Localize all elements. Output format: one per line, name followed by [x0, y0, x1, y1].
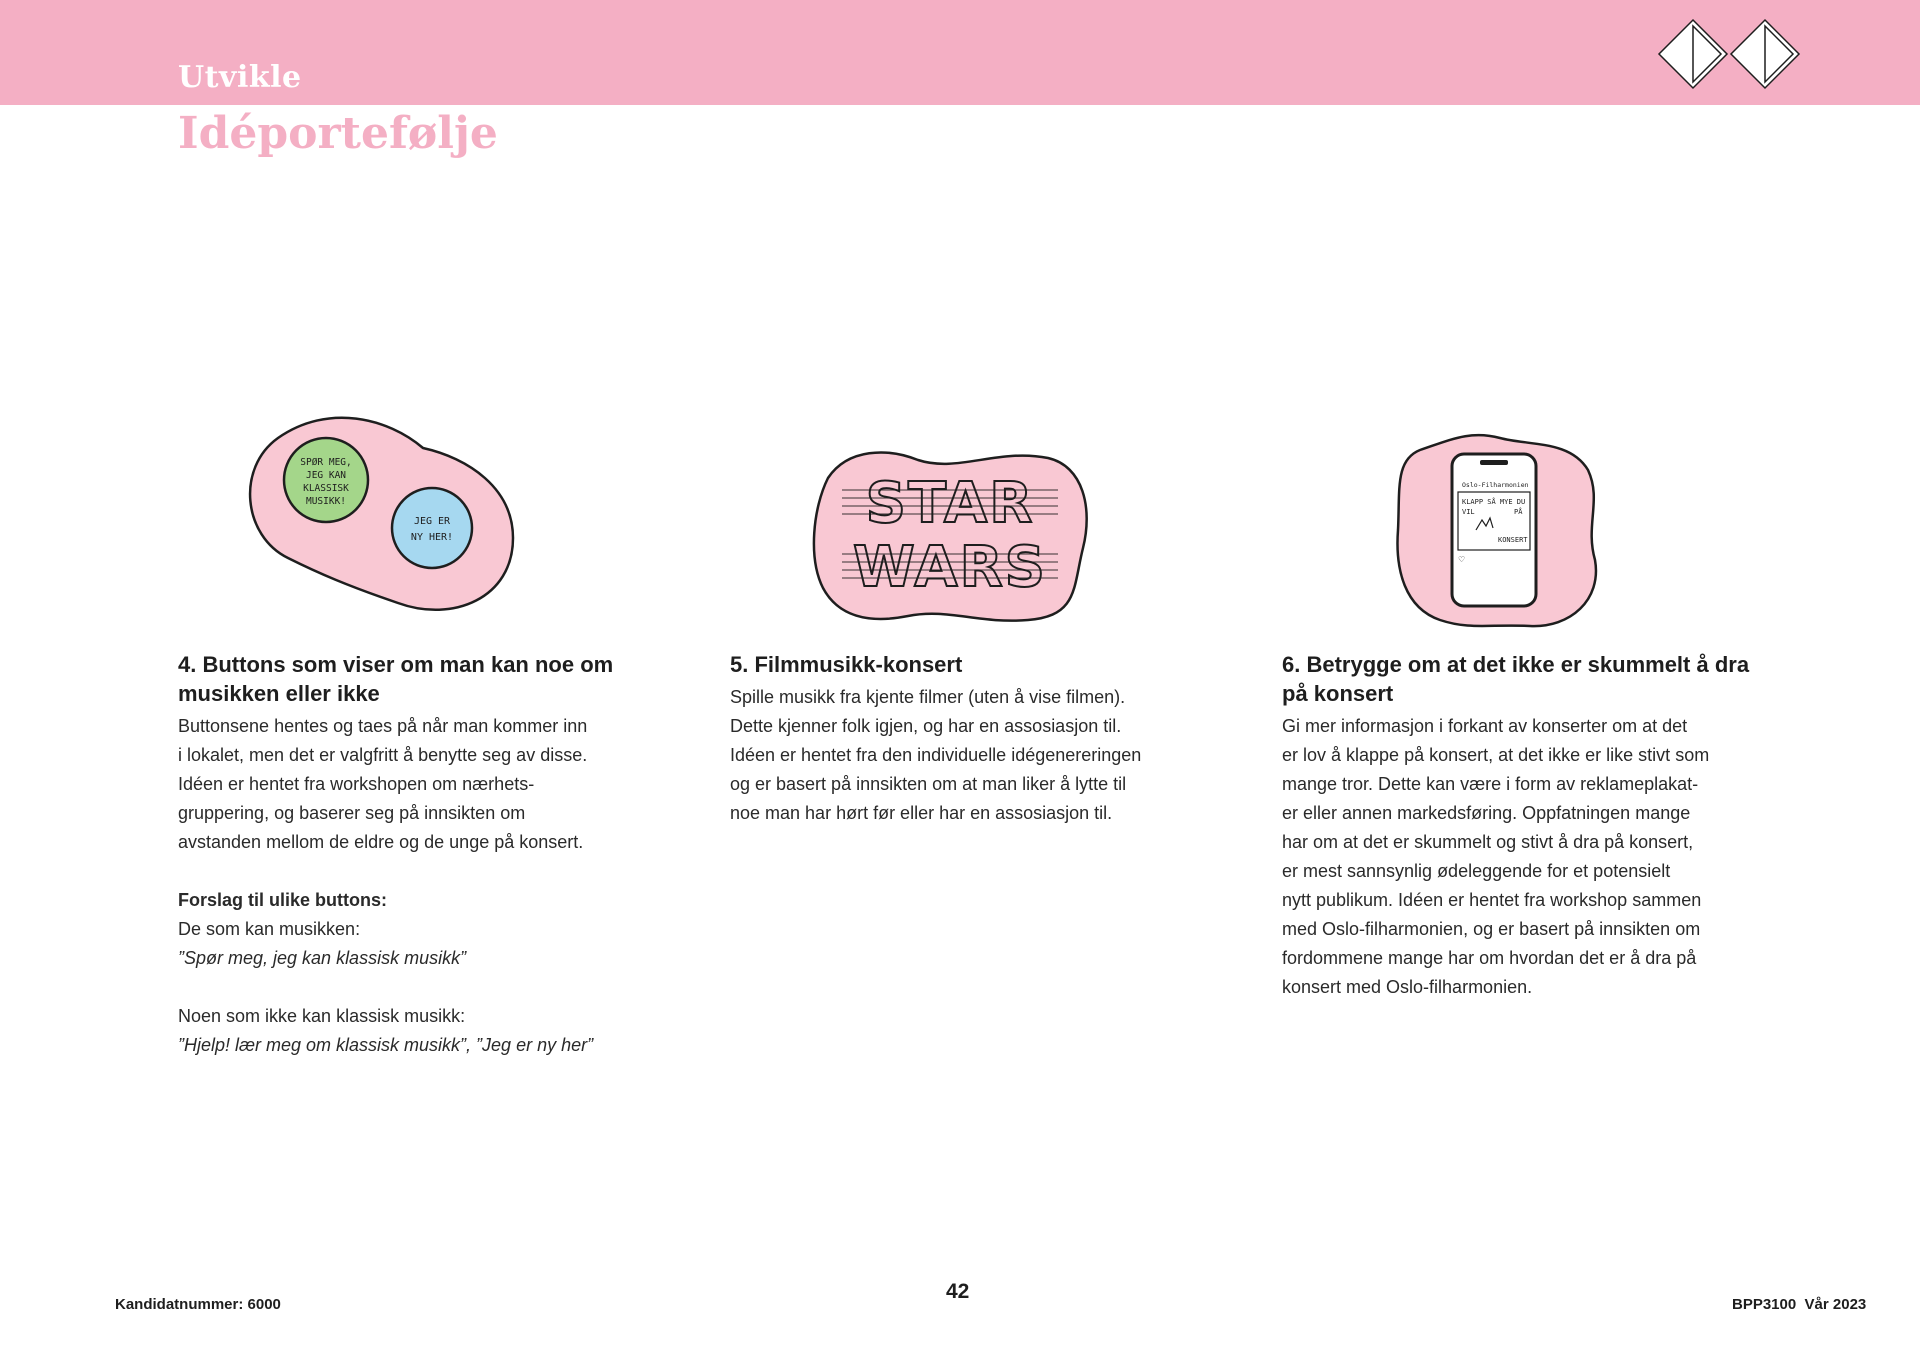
phone-illustration — [1390, 430, 1598, 630]
badge-blue-line: JEG ER — [413, 516, 451, 527]
footer-course: BPP3100 Vår 2023 — [1732, 1296, 1867, 1313]
footer-candidate: Kandidatnummer: 6000 — [115, 1296, 281, 1313]
idea-6-title: 6. Betrygge om at det ikke er skummelt å dra på konsert — [1282, 652, 1750, 706]
idea-4-subheading: Forslag til ulike buttons: — [178, 890, 388, 910]
idea-4-body: Buttonsene hentes og taes på når man kommer inn i lokalet, men det er valgfritt å benytte seg av disse. Idéen er hentet fra workshopen om nærhets- gruppering, og baserer seg på innsikten om avstanden mellom de eldre og de unge på konsert. — [178, 716, 588, 852]
badge-blue-line: NY HER! — [410, 532, 454, 543]
idea-6-body: Gi mer informasjon i forkant av konserter om at det er lov å klappe på konsert, at det ikke er like stivt som mange tror. Dette kan være i form av reklameplakat- er eller annen markedsføring. Oppfatningen mange har om at det er skummelt og stivt å dra på konsert, er mest sannsynlig ødeleggende for et potensielt nytt publikum. Idéen er hentet fra workshop sammen med Oslo-filharmonien, og er basert på innsikten om fordommene mange har om hvordan det er å dra på konsert med Oslo-filharmonien. — [1282, 716, 1710, 997]
phone-post-line: KLAPP SÅ MYE DU — [1462, 498, 1526, 506]
page-number: 42 — [946, 1280, 970, 1303]
badge-green-line: SPØR MEG, — [300, 457, 352, 468]
phone-post-line: PÅ — [1514, 508, 1523, 516]
idea-4-group1-quote: ”Spør meg, jeg kan klassisk musikk” — [178, 948, 467, 968]
idea-4 — [178, 650, 648, 1060]
badge-green-line: JEG KAN — [305, 470, 347, 481]
badge-green — [284, 438, 368, 522]
phone-post-line: VIL — [1462, 508, 1475, 516]
badge-green-line: MUSIKK! — [305, 496, 347, 507]
buttons-illustration — [238, 408, 518, 628]
idea-4-group1-label: De som kan musikken: — [178, 919, 361, 939]
double-diamond-icon — [1655, 14, 1803, 94]
heart-icon: ♡ — [1458, 555, 1466, 564]
idea-6 — [1282, 650, 1752, 1002]
star-text: STAR — [865, 471, 1035, 536]
idea-5-title: 5. Filmmusikk-konsert — [730, 652, 963, 677]
phone-account: Oslo-Filharmonien — [1462, 481, 1529, 489]
idea-4-title: 4. Buttons som viser om man kan noe om musikken eller ikke — [178, 652, 614, 706]
phone-post-line: KONSERT — [1498, 536, 1528, 544]
idea-5 — [730, 650, 1200, 828]
page-title: Idéportefølje — [178, 108, 498, 159]
idea-4-group2-label: Noen som ikke kan klassisk musikk: — [178, 1006, 466, 1026]
star-wars-illustration — [808, 438, 1092, 628]
idea-4-group2-quote: ”Hjelp! lær meg om klassisk musikk”, ”Jeg er ny her” — [178, 1035, 594, 1055]
badge-green-line: KLASSISK — [303, 483, 349, 494]
section-label: Utvikle — [178, 60, 302, 95]
wars-text: WARS — [852, 535, 1048, 600]
idea-5-body: Spille musikk fra kjente filmer (uten å vise filmen). Dette kjenner folk igjen, og har en assosiasjon til. Idéen er hentet fra den individuelle idégenereringen og er basert på innsikten om at man liker å lytte til noe man har hørt før eller har en assosiasjon til. — [730, 687, 1142, 823]
badge-blue — [392, 488, 472, 568]
